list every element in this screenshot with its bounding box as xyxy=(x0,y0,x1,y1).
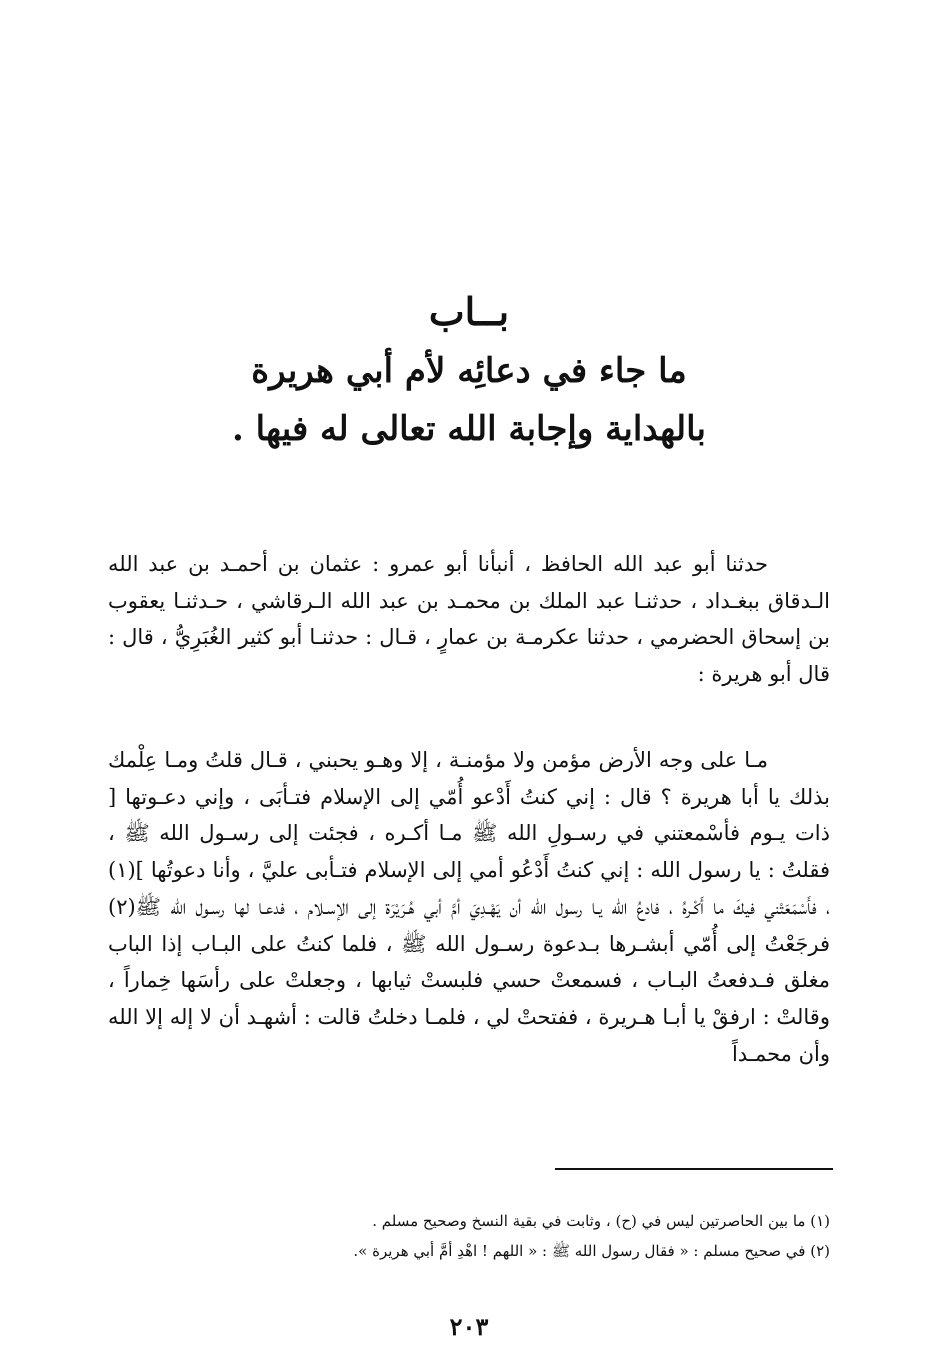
footnote-2: (٢) في صحيح مسلم : « فقال رسول الله ﷺ : « اللهم ! اهْدِ أمَّ أبي هريرة ». xyxy=(353,1242,830,1260)
footnote-divider xyxy=(555,1168,833,1170)
chapter-title-line-1: ما جاء في دعائِه لأم أبي هريرة xyxy=(251,351,687,391)
footnote-1: (١) ما بين الحاصرتين ليس في (ح) ، وثابت في بقية النسخ وصحيح مسلم . xyxy=(372,1212,830,1230)
footnotes xyxy=(108,1206,830,1266)
page-number: ٢٠٣ xyxy=(449,1312,489,1341)
chapter-label: بــاب xyxy=(428,289,510,334)
hadith-paragraph: مـا على وجه الأرض مؤمن ولا مؤمنـة ، إلا وهـو يحبني ، قـال قلتُ ومـا عِلْمك بذلك يا أبا هريرة ؟ قال : إني كنتُ أَدْعو أُمّي إلى الإسلام فتـأبَى ، وإني دعـوتها [ ذات يـوم فأسْمعتني في رسـولِ الله ﷺ مـا أكـره ، فجئت إلى رسـول الله ﷺ ، فقلتُ : يا رسول الله : إني كنتُ أَدْعُو أمي إلى الإسلام فتـأبى عليَّ ، وأنا دعوتُها ](١) ، فأَسْمَعَتْني فيكَ ما أَكْـرهُ ، فادعُ الله يـا رسول الله أن يَهْـدِيَ أمَّ أبي هُـرَيْرَة إلى الإسـلام ، فدعـا لها رسـول الله ﷺ(٢) فرجَعْتُ إلى أُمّي أبشـرها بـدعوة رسـول الله ﷺ ، فلما كنتُ على البـاب إذا الباب مغلق فـدفعتُ البـاب ، فسمعتْ حسي فلبستْ ثيابها ، وجعلتْ على رأسَها خِماراً ، وقالتْ : ارفقْ يا أبـا هـريرة ، ففتحتْ لي ، فلمـا دخلتُ قالت : أشهـد أن لا إله إلا الله وأن محمـداً xyxy=(108,748,830,1066)
chapter-heading xyxy=(100,282,838,458)
isnad-paragraph: حدثنا أبو عبد الله الحافظ ، أنبأنا أبو عمرو : عثمان بن أحمـد بن عبد الله الـدقاق ببغـداد ، حدثنـا عبد الملك بن محمـد بن عبد الله الـرقاشي ، حـدثنـا يعقوب بن إسحاق الحضرمي ، حدثنا عكرمـة بن عمارٍ ، قـال : حدثنـا أبو كثير الغُبَرِيُّ ، قال : قال أبو هريرة : xyxy=(108,552,830,687)
chapter-title-line-2: بالهداية وإجابة الله تعالى له فيها . xyxy=(232,409,706,449)
